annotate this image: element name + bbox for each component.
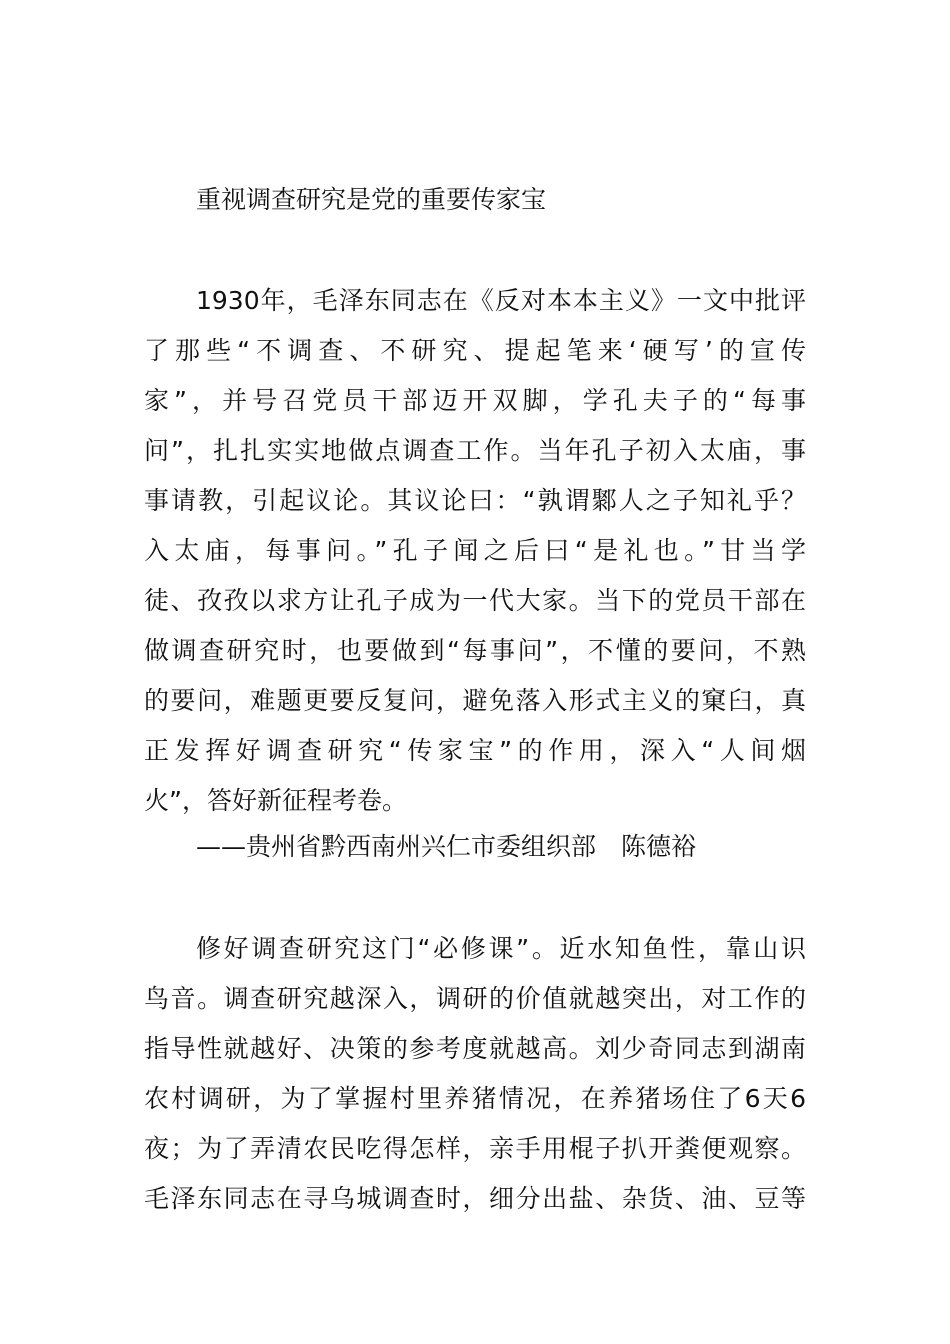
paragraph-line: 1930年，毛泽东同志在《反对本本主义》一文中批评	[196, 286, 806, 315]
paragraph-2	[144, 924, 806, 1224]
paragraph-line: 徒、孜孜以求方让孔子成为一代大家。当下的党员干部在	[144, 586, 806, 615]
paragraph-line: 家”，并号召党员干部迈开双脚，学孔夫子的“每事	[144, 386, 806, 415]
paragraph-line: 了那些“不调查、不研究、提起笔来‘硬写’的宣传	[144, 336, 806, 365]
paragraph-line: 火”，答好新征程考卷。	[144, 786, 407, 815]
author-signature: ——贵州省黔西南州兴仁市委组织部 陈德裕	[196, 832, 697, 861]
paragraph-line: 入太庙，每事问。”孔子闻之后曰“是礼也。”甘当学	[144, 536, 806, 565]
paragraph-line: 修好调查研究这门“必修课”。近水知鱼性，靠山识	[196, 934, 806, 963]
paragraph-line: 毛泽东同志在寻乌城调查时，细分出盐、杂货、油、豆等	[144, 1184, 806, 1213]
paragraph-line: 鸟音。调查研究越深入，调研的价值就越突出，对工作的	[144, 984, 806, 1013]
article-title: 重视调查研究是党的重要传家宝	[196, 185, 547, 214]
paragraph-line: 农村调研，为了掌握村里养猪情况，在养猪场住了6天6	[144, 1084, 806, 1113]
paragraph-line: 做调查研究时，也要做到“每事问”，不懂的要问，不熟	[144, 636, 806, 665]
paragraph-line: 正发挥好调查研究“传家宝”的作用，深入“人间烟	[144, 736, 806, 765]
paragraph-line: 问”，扎扎实实地做点调查工作。当年孔子初入太庙，事	[144, 436, 806, 465]
paragraph-line: 指导性就越好、决策的参考度就越高。刘少奇同志到湖南	[144, 1034, 806, 1063]
paragraph-line: 的要问，难题更要反复问，避免落入形式主义的窠臼，真	[144, 686, 806, 715]
paragraph-line: 夜；为了弄清农民吃得怎样，亲手用棍子扒开粪便观察。	[144, 1134, 806, 1163]
paragraph-1	[144, 276, 806, 826]
paragraph-line: 事请教，引起议论。其议论曰：“孰谓鄹人之子知礼乎？	[144, 486, 806, 515]
